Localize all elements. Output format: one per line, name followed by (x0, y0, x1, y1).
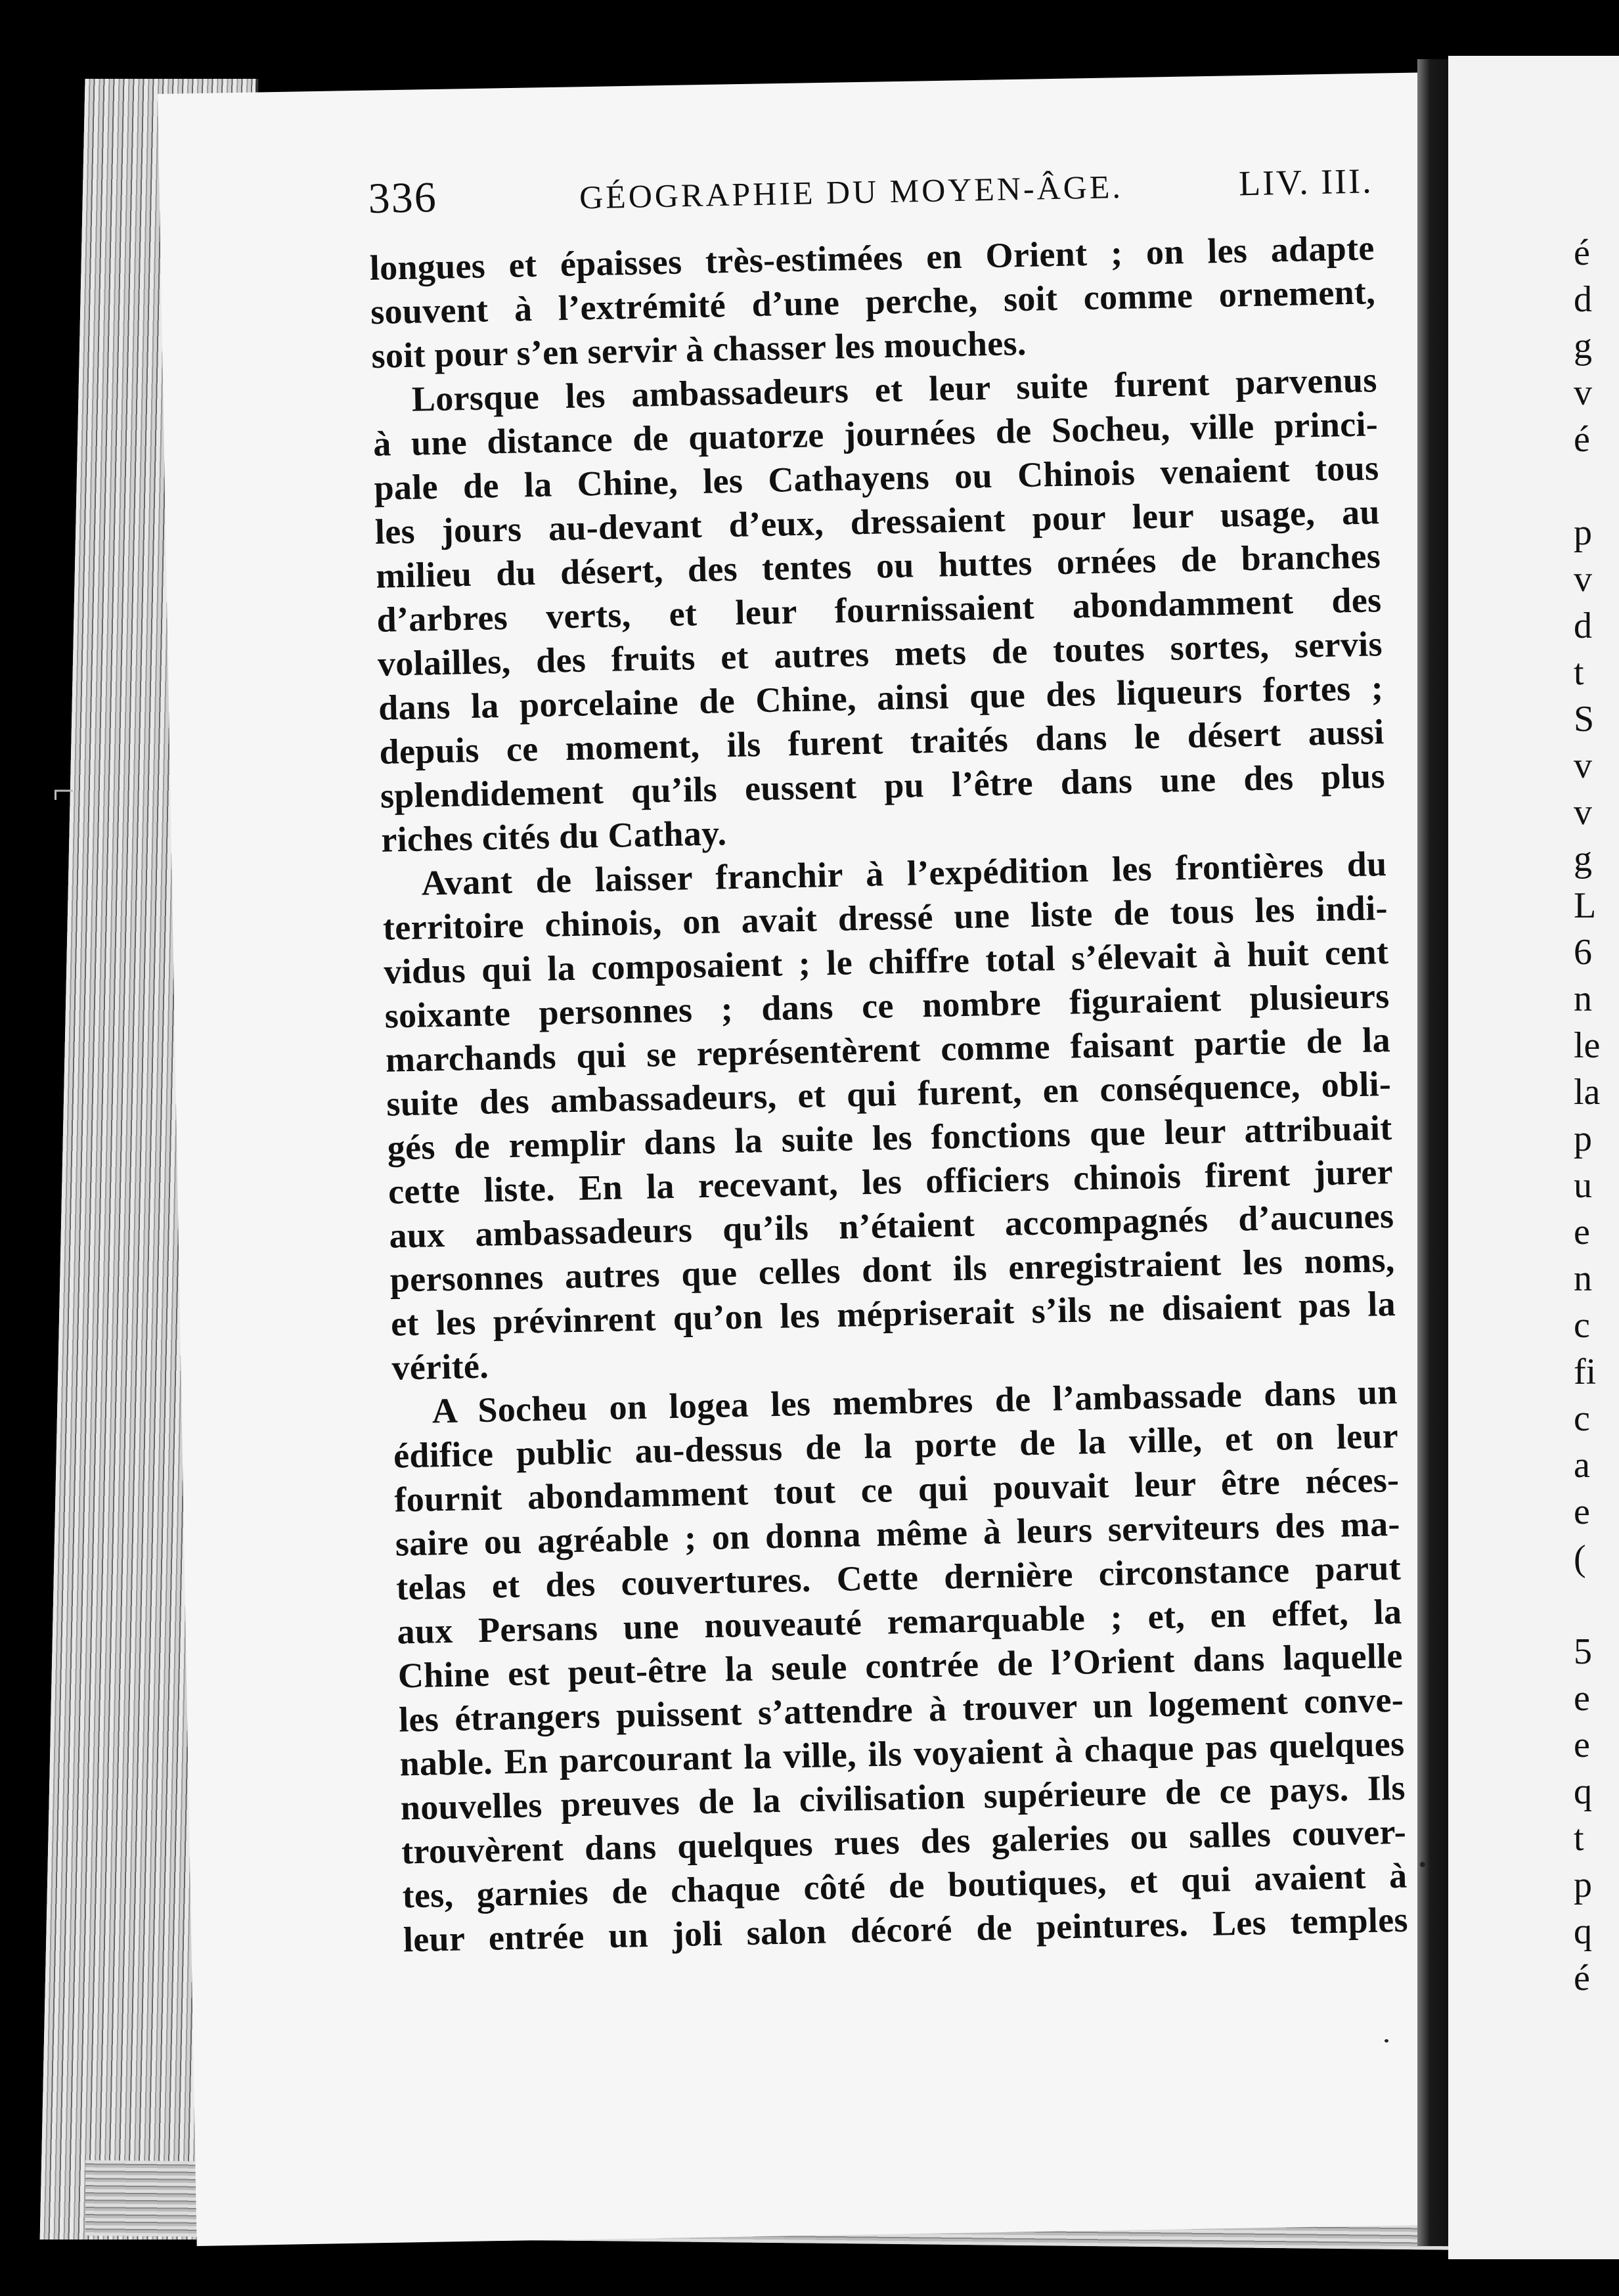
facing-page-letter: q (1574, 1771, 1592, 1812)
text-line: trouvèrent dans quelques rues des galeries ou salles couver- (401, 1811, 1407, 1872)
facing-page-letter: g (1574, 839, 1592, 879)
facing-page-letter: é (1574, 232, 1590, 273)
text-line: souvent à l’extrémité d’une perche, soit comme ornement, (370, 272, 1376, 332)
facing-page-letter: é (1574, 1958, 1590, 1998)
facing-page-letter: p (1574, 1865, 1592, 1905)
facing-page-letter: le (1574, 1025, 1601, 1066)
facing-page-letter (1574, 1582, 1600, 1629)
text-line: A Socheu on logea les membres de l’ambassade dans un (432, 1371, 1398, 1431)
text-line: Chine est peut-être la seule contrée de l’Orient dans laquelle (397, 1635, 1404, 1696)
text-line: d’arbres verts, et leur fournissaient abondamment des (376, 580, 1382, 640)
text-line: longues et épaisses très-estimées en Orient ; on les adapte (369, 228, 1375, 288)
text-line: les jours au-devant d’eux, dressaient pour leur usage, au (374, 492, 1381, 552)
facing-page-letter: é (1574, 419, 1590, 460)
facing-page-letter: q (1574, 1911, 1592, 1952)
text-line: vidus qui la composaient ; le chiffre total s’élevait à huit cent (383, 932, 1389, 992)
facing-page-letter: t (1574, 1818, 1584, 1859)
text-line: telas et des couvertures. Cette dernière circonstance parut (395, 1547, 1402, 1608)
facing-page-letter (1574, 463, 1600, 510)
facing-page-letter: n (1574, 1258, 1592, 1299)
text-line: nable. En parcourant la ville, ils voyaient à chaque pas quelques (399, 1723, 1405, 1784)
text-line: à une distance de quatorze journées de Socheu, ville princi- (372, 404, 1379, 464)
margin-mark: ⌐ (53, 769, 75, 812)
running-title: GÉOGRAPHIE DU MOYEN-ÂGE. (579, 167, 1124, 216)
facing-page-letter: L (1574, 885, 1597, 926)
facing-page-letter: a (1574, 1445, 1590, 1486)
text-line: cette liste. En la recevant, les officiers chinois firent jurer (388, 1151, 1394, 1212)
text-line: riches cités du Cathay. (380, 813, 727, 860)
facing-page-letter: v (1574, 792, 1592, 833)
facing-page-text-edge (1574, 230, 1600, 2002)
facing-page-letter: v (1574, 745, 1592, 786)
section-label: LIV. III. (1238, 161, 1374, 204)
facing-page-letter: fi (1574, 1352, 1597, 1392)
facing-page-letter: v (1574, 372, 1592, 413)
text-line: Avant de laisser franchir à l’expédition les frontières du (421, 844, 1387, 903)
text-line: marchands qui se représentèrent comme faisant partie de la (385, 1020, 1391, 1080)
text-line: volailles, des fruits et autres mets de toutes sortes, servis (377, 624, 1383, 684)
text-line: milieu du désert, des tentes ou huttes ornées de branches (375, 536, 1381, 596)
body-text (369, 226, 1408, 1962)
facing-page-letter: t (1574, 652, 1584, 693)
speck (1385, 2039, 1388, 2042)
facing-page-letter: n (1574, 979, 1592, 1019)
speck (1420, 1862, 1425, 1867)
facing-page-letter: 6 (1574, 932, 1592, 973)
facing-page-letter: c (1574, 1305, 1590, 1346)
text-line: dans la porcelaine de Chine, ainsi que des liqueurs fortes ; (378, 668, 1384, 728)
facing-page-letter: g (1574, 326, 1592, 366)
text-line: territoire chinois, on avait dressé une liste de tous les indi- (382, 888, 1388, 948)
page-number: 336 (368, 173, 438, 223)
facing-page-letter: e (1574, 1725, 1590, 1765)
text-line: Lorsque les ambassadeurs et leur suite furent parvenus (411, 360, 1378, 419)
facing-page-letter: S (1574, 699, 1595, 740)
text-line: édifice public au-dessus de la porte de la ville, et on leur (393, 1415, 1399, 1476)
text-line: leur entrée un joli salon décoré de peintures. Les temples (403, 1899, 1409, 1960)
text-line: aux Persans une nouveauté remarquable ; et, en effet, la (396, 1591, 1402, 1652)
facing-page-letter: c (1574, 1398, 1590, 1439)
facing-page-letter: v (1574, 559, 1592, 600)
facing-page-letter: e (1574, 1212, 1590, 1252)
facing-page-letter: u (1574, 1165, 1592, 1206)
text-line: aux ambassadeurs qu’ils n’étaient accompagnés d’aucunes (388, 1195, 1394, 1256)
text-line: tes, garnies de chaque côté de boutiques, et qui avaient à (402, 1855, 1408, 1916)
text-line: splendidement qu’ils eussent pu l’être dans une des plus (380, 756, 1386, 816)
text-line: et les prévinrent qu’on les mépriserait s’ils ne disaient pas la (390, 1283, 1396, 1344)
text-line: les étrangers puissent s’attendre à trouver un logement conve- (398, 1679, 1404, 1740)
facing-page-letter: d (1574, 606, 1592, 646)
text-line: gés de remplir dans la suite les fonctions que leur attribuait (387, 1108, 1393, 1168)
text-line: saire ou agréable ; on donna même à leurs serviteurs des ma- (395, 1503, 1401, 1564)
text-line: vérité. (391, 1346, 489, 1388)
text-line: pale de la Chine, les Cathayens ou Chinois venaient tous (373, 448, 1379, 508)
book-gutter (1417, 59, 1449, 2246)
page-text-block (368, 154, 1408, 1962)
text-line: soixante personnes ; dans ce nombre figuraient plusieurs (384, 976, 1390, 1036)
facing-page-letter: d (1574, 279, 1592, 320)
facing-page-letter: p (1574, 512, 1592, 553)
facing-page-letter: p (1574, 1118, 1592, 1159)
text-line: personnes autres que celles dont ils enregistraient les noms, (389, 1239, 1396, 1300)
text-line: depuis ce moment, ils furent traités dans le désert aussi (379, 712, 1385, 772)
facing-page-letter: 5 (1574, 1631, 1592, 1672)
text-line: fournit abondamment tout ce qui pouvait leur être néces- (393, 1459, 1400, 1520)
text-line: nouvelles preuves de la civilisation supérieure de ce pays. Ils (400, 1767, 1406, 1828)
facing-page-letter: e (1574, 1491, 1590, 1532)
facing-page-letter: e (1574, 1678, 1590, 1719)
facing-page-letter: ( (1574, 1538, 1586, 1579)
facing-page-letter: la (1574, 1072, 1601, 1113)
text-line: soit pour s’en servir à chasser les mouches. (370, 322, 1027, 376)
text-line: suite des ambassadeurs, et qui furent, en conséquence, obli- (386, 1064, 1392, 1124)
